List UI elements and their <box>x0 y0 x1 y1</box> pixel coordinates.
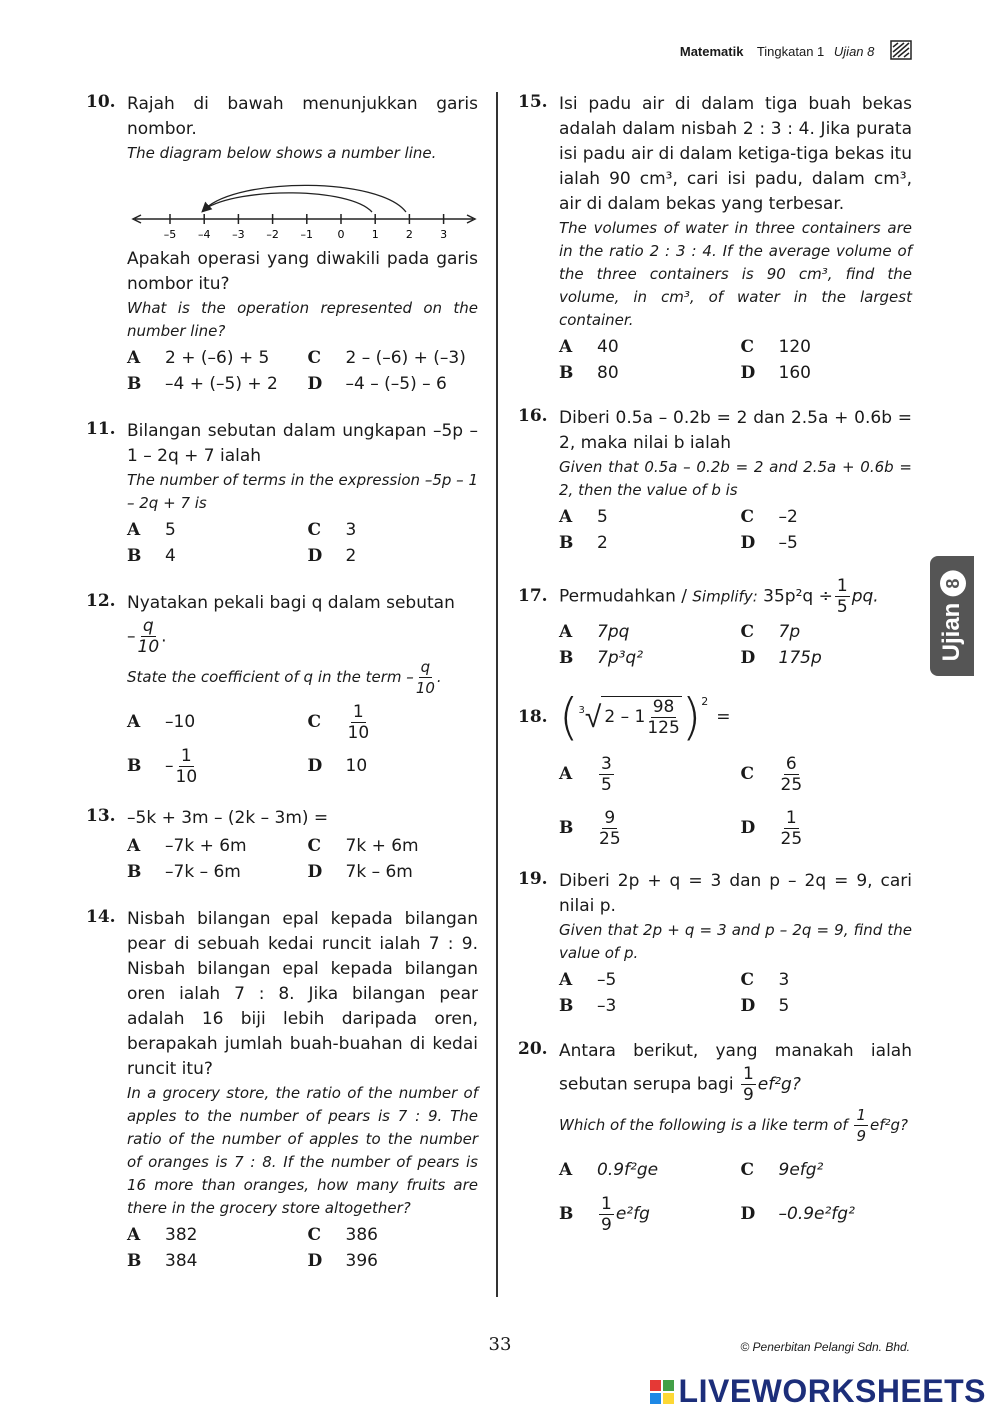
option-c[interactable]: C 7k + 6m <box>307 836 419 856</box>
liveworksheets-logo-icon <box>649 1379 675 1405</box>
option-a[interactable]: A –10 <box>127 712 196 732</box>
option-b[interactable]: B $\frac{9}{25}$ <box>559 807 621 849</box>
number-line-tick-label: 0 <box>337 228 345 241</box>
option-b[interactable]: B $\frac{1}{9}$ e²fg <box>559 1193 650 1235</box>
question-text-ms: Nyatakan pekali bagi q dalam sebutan <box>127 593 455 613</box>
question-number: 13. <box>86 806 116 826</box>
number-line-tick-label: –3 <box>232 228 245 241</box>
option-c[interactable]: C 7p <box>740 622 801 642</box>
option-b[interactable]: B 4 <box>127 546 176 566</box>
question-text-en: Given that 2p + q = 3 and p – 2q = 9, find the value of p. <box>559 921 912 962</box>
number-line <box>129 179 479 241</box>
question-text-en: In a grocery store, the ratio of the number of apples to the number of pears is 7 : 9. The ratio of the number of apples to the number of oranges is 7 : 8. If the number of pears is 16 more than oranges, how many fruits are there in the grocery store altogether? <box>127 1084 478 1217</box>
options <box>127 517 478 569</box>
option-c[interactable]: C $\frac{1}{10}$ <box>307 701 370 743</box>
left-column <box>86 92 478 1288</box>
question-text-ms: Bilangan sebutan dalam ungkapan –5p – 1 – 2q + 7 ialah <box>127 421 478 466</box>
option-d[interactable]: D –0.9e²fg² <box>740 1204 855 1224</box>
book-stripes-icon <box>890 40 912 60</box>
option-c[interactable]: C 9efg² <box>740 1160 824 1180</box>
header-level: Tingkatan 1 <box>756 44 825 59</box>
question-text-en: The diagram below shows a number line. <box>127 144 437 162</box>
option-d[interactable]: D 160 <box>740 363 811 383</box>
question-expression: ( 3 √ 2 – 1 $\frac{98}{125}$ ) 2 = <box>559 688 731 746</box>
question-19 <box>518 869 912 1019</box>
question-text-en: Which of the following is a like term of $\frac{1}{9}$ ef²g? <box>559 1106 909 1145</box>
question-18 <box>518 689 912 855</box>
question-text-en-2: What is the operation represented on the number line? <box>127 299 478 340</box>
option-a[interactable]: A 0.9f²ge <box>559 1160 659 1180</box>
question-17 <box>518 576 912 671</box>
right-column <box>518 92 912 1250</box>
page-number: 33 <box>488 1334 512 1355</box>
number-line-tick-label: 1 <box>371 228 379 241</box>
option-d[interactable]: D 175p <box>740 648 822 668</box>
question-text-en: Given that 0.5a – 0.2b = 2 and 2.5a + 0.6b = 2, then the value of b is <box>559 458 912 499</box>
number-line-tick-label: 3 <box>440 228 448 241</box>
options <box>559 504 912 556</box>
question-text-ms: Antara berikut, yang manakah ialah sebutan serupa bagi $\frac{1}{9}$ ef²g? <box>559 1041 912 1105</box>
question-14 <box>86 907 478 1274</box>
question-number: 12. <box>86 591 116 611</box>
question-number: 18. <box>518 707 548 727</box>
question-text-ms: Diberi 2p + q = 3 dan p – 2q = 9, cari nilai p. <box>559 871 912 916</box>
option-a[interactable]: A –7k + 6m <box>127 836 247 856</box>
option-d[interactable]: D 396 <box>307 1251 378 1271</box>
options <box>559 619 912 671</box>
question-number: 11. <box>86 419 116 439</box>
option-d[interactable]: D 2 <box>307 546 357 566</box>
option-c[interactable]: C 3 <box>740 970 790 990</box>
option-a[interactable]: A 382 <box>127 1225 198 1245</box>
question-text-ms-2: Apakah operasi yang diwakili pada garis nombor itu? <box>127 249 478 294</box>
question-text-en: The volumes of water in three containers are in the ratio 2 : 3 : 4. If the average volume of the three containers is 90 cm³, find the volume, in cm³, of water in the largest container. <box>559 219 912 329</box>
options <box>559 747 912 855</box>
option-c[interactable]: C –2 <box>740 507 798 527</box>
option-a[interactable]: A 5 <box>559 507 608 527</box>
question-13 <box>86 806 478 885</box>
question-text-en: The number of terms in the expression –5p – 1 – 2q + 7 is <box>127 471 478 512</box>
option-b[interactable]: B –7k – 6m <box>127 862 241 882</box>
options <box>127 700 478 788</box>
copyright-text: © Penerbitan Pelangi Sdn. Bhd. <box>740 1340 910 1354</box>
options <box>559 967 912 1019</box>
option-d[interactable]: D 5 <box>740 996 790 1016</box>
option-a[interactable]: A 2 + (–6) + 5 <box>127 348 270 368</box>
options <box>127 1222 478 1274</box>
brand-text: LIVEWORKSHEETS <box>678 1373 986 1409</box>
number-line-ticks <box>164 214 447 241</box>
side-tab <box>930 556 974 676</box>
option-c[interactable]: C 3 <box>307 520 357 540</box>
question-text: Permudahkan / Simplify: 35p²q ÷ $\frac{1}{5}$ pq. <box>559 576 879 617</box>
option-d[interactable]: D –5 <box>740 533 798 553</box>
option-c[interactable]: C 2 – (–6) + (–3) <box>307 348 466 368</box>
side-tab-label: Ujian <box>938 602 965 662</box>
option-a[interactable]: A $\frac{3}{5}$ <box>559 753 612 795</box>
header-exam: Ujian 8 <box>833 44 875 59</box>
option-a[interactable]: A 40 <box>559 337 619 357</box>
option-c[interactable]: C $\frac{6}{25}$ <box>740 753 803 795</box>
question-number: 14. <box>86 907 116 927</box>
options <box>127 345 478 397</box>
question-number: 19. <box>518 869 548 889</box>
question-number: 16. <box>518 406 548 426</box>
option-c[interactable]: C 120 <box>740 337 811 357</box>
side-tab-number: 8 <box>940 571 966 597</box>
option-a[interactable]: A –5 <box>559 970 617 990</box>
option-b[interactable]: B 80 <box>559 363 619 383</box>
options <box>559 1148 912 1236</box>
question-number: 17. <box>518 586 548 606</box>
options <box>559 334 912 386</box>
option-d[interactable]: D 7k – 6m <box>307 862 413 882</box>
option-d[interactable]: D –4 – (–5) – 6 <box>307 374 447 394</box>
option-b[interactable]: B 384 <box>127 1251 198 1271</box>
question-number: 15. <box>518 92 548 112</box>
question-text-ms: Rajah di bawah menunjukkan garis nombor. <box>127 94 478 139</box>
question-15 <box>518 92 912 386</box>
term-fraction: – $\frac{q}{10}$ . <box>127 616 167 657</box>
option-b[interactable]: B – $\frac{1}{10}$ <box>127 745 198 787</box>
question-20 <box>518 1039 912 1236</box>
question-number: 20. <box>518 1039 548 1059</box>
option-d[interactable]: D 10 <box>307 756 368 776</box>
question-text-ms: Nisbah bilangan epal kepada bilangan pear di sebuah kedai runcit ialah 7 : 9. Nisbah bilangan epal kepada bilangan oren ialah 7 : 8. Jika bilangan pear adalah 16 biji lebih daripada oren, berapakah jumlah buah-buahan di kedai runcit itu? <box>127 909 478 1079</box>
question-11 <box>86 419 478 569</box>
options <box>127 833 478 885</box>
number-line-tick-label: 2 <box>405 228 413 241</box>
brand-logo <box>649 1373 986 1410</box>
question-10 <box>86 92 478 397</box>
question-16 <box>518 406 912 556</box>
number-line-tick-label: –4 <box>197 228 211 241</box>
option-c[interactable]: C 386 <box>307 1225 378 1245</box>
option-a[interactable]: A 7pq <box>559 622 630 642</box>
number-line-tick-label: –1 <box>300 228 314 241</box>
option-d[interactable]: D $\frac{1}{25}$ <box>740 807 803 849</box>
question-number: 10. <box>86 92 116 112</box>
question-12 <box>86 591 478 788</box>
question-text-ms: –5k + 3m – (2k – 3m) = <box>127 808 329 828</box>
option-b[interactable]: B –3 <box>559 996 617 1016</box>
option-b[interactable]: B 2 <box>559 533 608 553</box>
header-subject: Matematik <box>679 44 744 59</box>
option-a[interactable]: A 5 <box>127 520 176 540</box>
question-text-ms: Isi padu air di dalam tiga buah bekas adalah dalam nisbah 2 : 3 : 4. Jika purata isi padu air di dalam ketiga-tiga bekas itu ialah 90 cm³, cari isi padu, dalam cm³, air di dalam bekas yang terbesar. <box>559 94 912 214</box>
number-line-tick-label: –2 <box>266 228 279 241</box>
question-text-en: State the coefficient of q in the term – $\frac{q}{10}$ . <box>127 658 442 697</box>
option-b[interactable]: B –4 + (–5) + 2 <box>127 374 278 394</box>
radical-sign: √ <box>584 699 602 735</box>
option-b[interactable]: B 7p³q² <box>559 648 644 668</box>
page-header <box>680 44 910 59</box>
question-text-ms: Diberi 0.5a – 0.2b = 2 dan 2.5a + 0.6b = 2, maka nilai b ialah <box>559 408 912 453</box>
column-divider <box>496 92 498 1297</box>
number-line-tick-label: –5 <box>163 228 177 241</box>
